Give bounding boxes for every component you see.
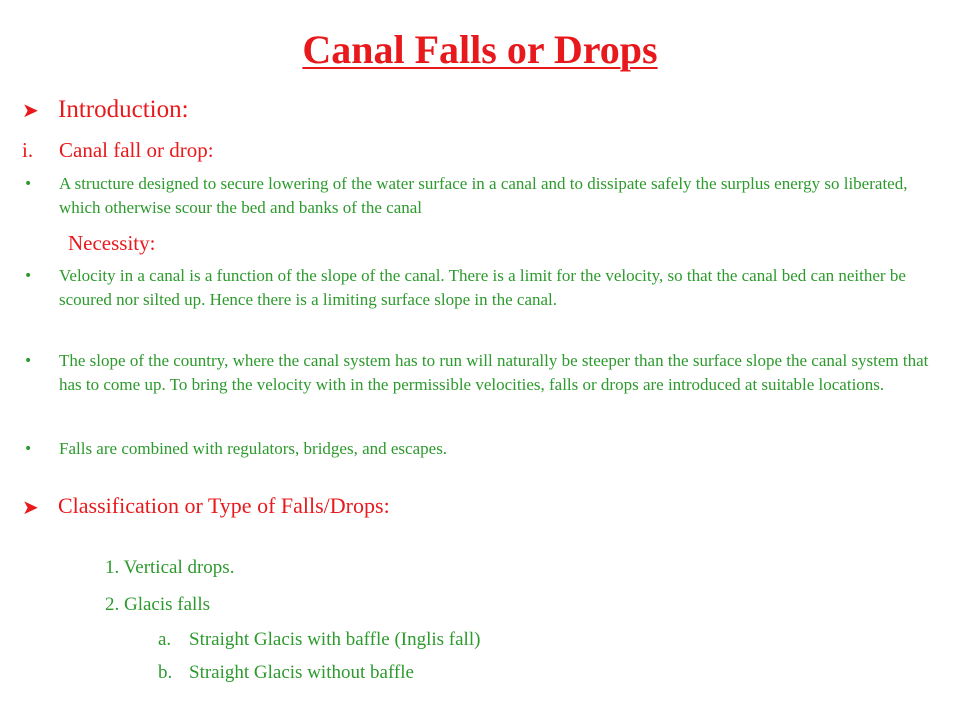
bullet-icon: • — [24, 176, 33, 192]
sub-item-marker: a. — [158, 629, 172, 650]
classification-item: 2. Glacis falls — [105, 594, 211, 615]
bullet-icon: • — [24, 353, 33, 369]
sub-numeral: i. — [22, 138, 34, 162]
necessity-heading: Necessity: — [68, 231, 156, 255]
arrow-bullet-icon: ➤ — [22, 98, 39, 122]
sub-item-text: Straight Glacis with baffle (Inglis fall) — [189, 629, 481, 650]
classification-item: 1. Vertical drops. — [105, 557, 235, 578]
sub-heading: Canal fall or drop: — [59, 138, 214, 162]
sub-item-text: Straight Glacis without baffle — [189, 662, 414, 683]
necessity-point: Velocity in a canal is a function of the slope of the canal. There is a limit for the velocity, so that the canal bed can neither be scoured nor silted up. Hence there is a limiting surface slope in the canal. — [59, 266, 906, 309]
necessity-point: The slope of the country, where the canal system has to run will naturally be steeper than the surface slope the canal system that has to come up. To bring the velocity with in the permissible velocities, falls or drops are introduced at suitable locations. — [59, 351, 929, 394]
bullet-icon: • — [24, 441, 33, 457]
necessity-point: Falls are combined with regulators, bridges, and escapes. — [59, 439, 448, 458]
slide-title: Canal Falls or Drops — [302, 27, 658, 72]
sub-item-marker: b. — [158, 662, 173, 683]
definition-text: A structure designed to secure lowering of the water surface in a canal and to dissipate safely the surplus energy so liberated, which otherwise scour the bed and banks of the canal — [59, 174, 908, 217]
introduction-heading: Introduction: — [58, 96, 189, 123]
arrow-bullet-icon: ➤ — [22, 495, 39, 519]
classification-heading: Classification or Type of Falls/Drops: — [58, 493, 390, 518]
bullet-icon: • — [24, 268, 33, 284]
